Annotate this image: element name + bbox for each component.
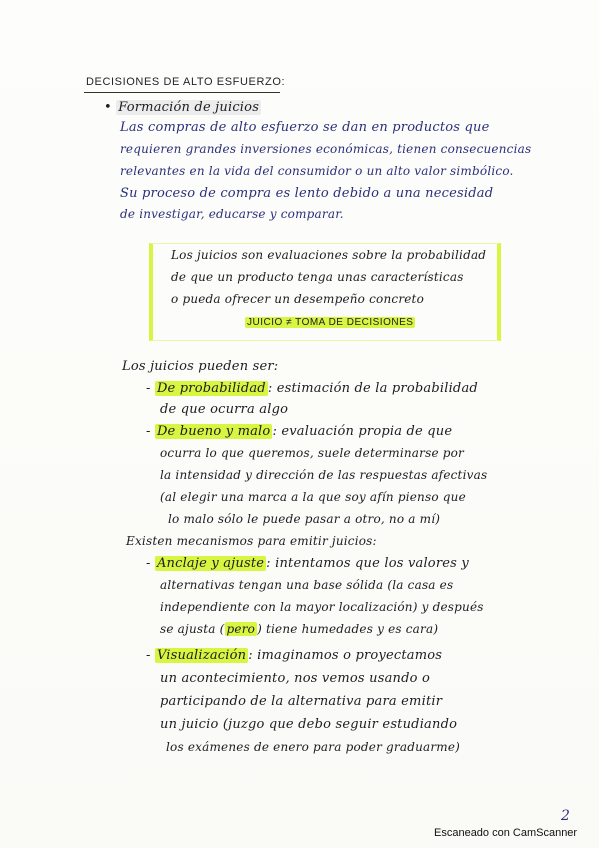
item2-row	[146, 424, 452, 439]
item2-dash: -	[146, 424, 151, 439]
page-title: DECISIONES DE ALTO ESFUERZO:	[86, 76, 286, 88]
section-heading-row	[104, 100, 261, 115]
scanner-watermark: Escaneado con CamScanner	[434, 827, 578, 839]
intro-line-1: Las compras de alto esfuerzo se dan en productos que	[120, 120, 490, 135]
item3-dash: -	[146, 556, 151, 571]
intro-line-4: Su proceso de compra es lento debido a una necesidad	[120, 186, 494, 201]
item4-dash: -	[146, 648, 151, 663]
item4-text-5: los exámenes de enero para poder graduarme)	[166, 740, 461, 754]
item3-text-1: : intentamos que los valores y	[266, 556, 469, 571]
item2-text-1: : evaluación propia de que	[272, 424, 453, 439]
definition-box	[149, 243, 501, 341]
section-heading: Formación de juicios	[118, 100, 260, 115]
item3-text-4-row	[160, 622, 438, 636]
item1-text-1: : estimación de la probabilidad	[267, 381, 478, 396]
item3-row	[146, 556, 469, 571]
page-number-mark: 2	[561, 808, 570, 824]
item3-text-3: independiente con la mayor localización) y después	[160, 600, 484, 614]
item1-dash: -	[146, 381, 151, 396]
item2-text-4: (al elegir una marca a la que soy afín pienso que	[160, 490, 466, 504]
item3-term: Anclaje y ajuste	[156, 556, 265, 571]
item1-text-2: de que ocurra algo	[160, 402, 289, 417]
item3-text-4b: ) tiene humedades y es cara)	[257, 622, 439, 636]
item4-text-2: un acontecimiento, nos vemos usando o	[160, 671, 431, 686]
item4-row	[146, 648, 442, 663]
box-line-1: Los juicios son evaluaciones sobre la probabilidad	[171, 248, 487, 262]
box-highlight-row	[245, 317, 415, 328]
item1-row	[146, 381, 478, 396]
item2-text-5: lo malo sólo le puede pasar a otro, no a mí)	[168, 512, 441, 526]
item3-text-4a: se ajusta (	[160, 622, 225, 636]
item3-text-2: alternativas tengan una base sólida (la casa es	[160, 578, 454, 592]
item1-term: De probabilidad	[156, 381, 266, 396]
item4-text-4: un juicio (juzgo que debo seguir estudiando	[160, 717, 458, 732]
juicios-intro: Los juicios pueden ser:	[122, 359, 279, 374]
item4-term: Visualización	[156, 648, 247, 663]
item4-text-3: participando de la alternativa para emitir	[160, 694, 443, 709]
item2-text-3: la intensidad y dirección de las respuestas afectivas	[160, 468, 488, 482]
intro-line-2: requieren grandes inversiones económicas, tienen consecuencias	[120, 142, 532, 156]
box-line-3: o pueda ofrecer un desempeño concreto	[171, 292, 425, 306]
item3-pero: pero	[226, 622, 256, 636]
intro-line-3: relevantes en la vida del consumidor o un alto valor simbólico.	[120, 164, 514, 178]
title-underline	[84, 92, 280, 93]
box-line-2: de que un producto tenga unas características	[171, 270, 464, 284]
item2-text-2: ocurra lo que queremos, suele determinarse por	[160, 446, 464, 460]
item4-text-1: : imaginamos o proyectamos	[248, 648, 443, 663]
box-highlight: JUICIO ≠ TOMA DE DECISIONES	[247, 317, 414, 328]
bullet: •	[104, 100, 112, 115]
intro-line-5: de investigar, educarse y comparar.	[120, 207, 344, 221]
item2-term: De bueno y malo	[156, 424, 271, 439]
mecanismos-intro: Existen mecanismos para emitir juicios:	[126, 534, 377, 548]
